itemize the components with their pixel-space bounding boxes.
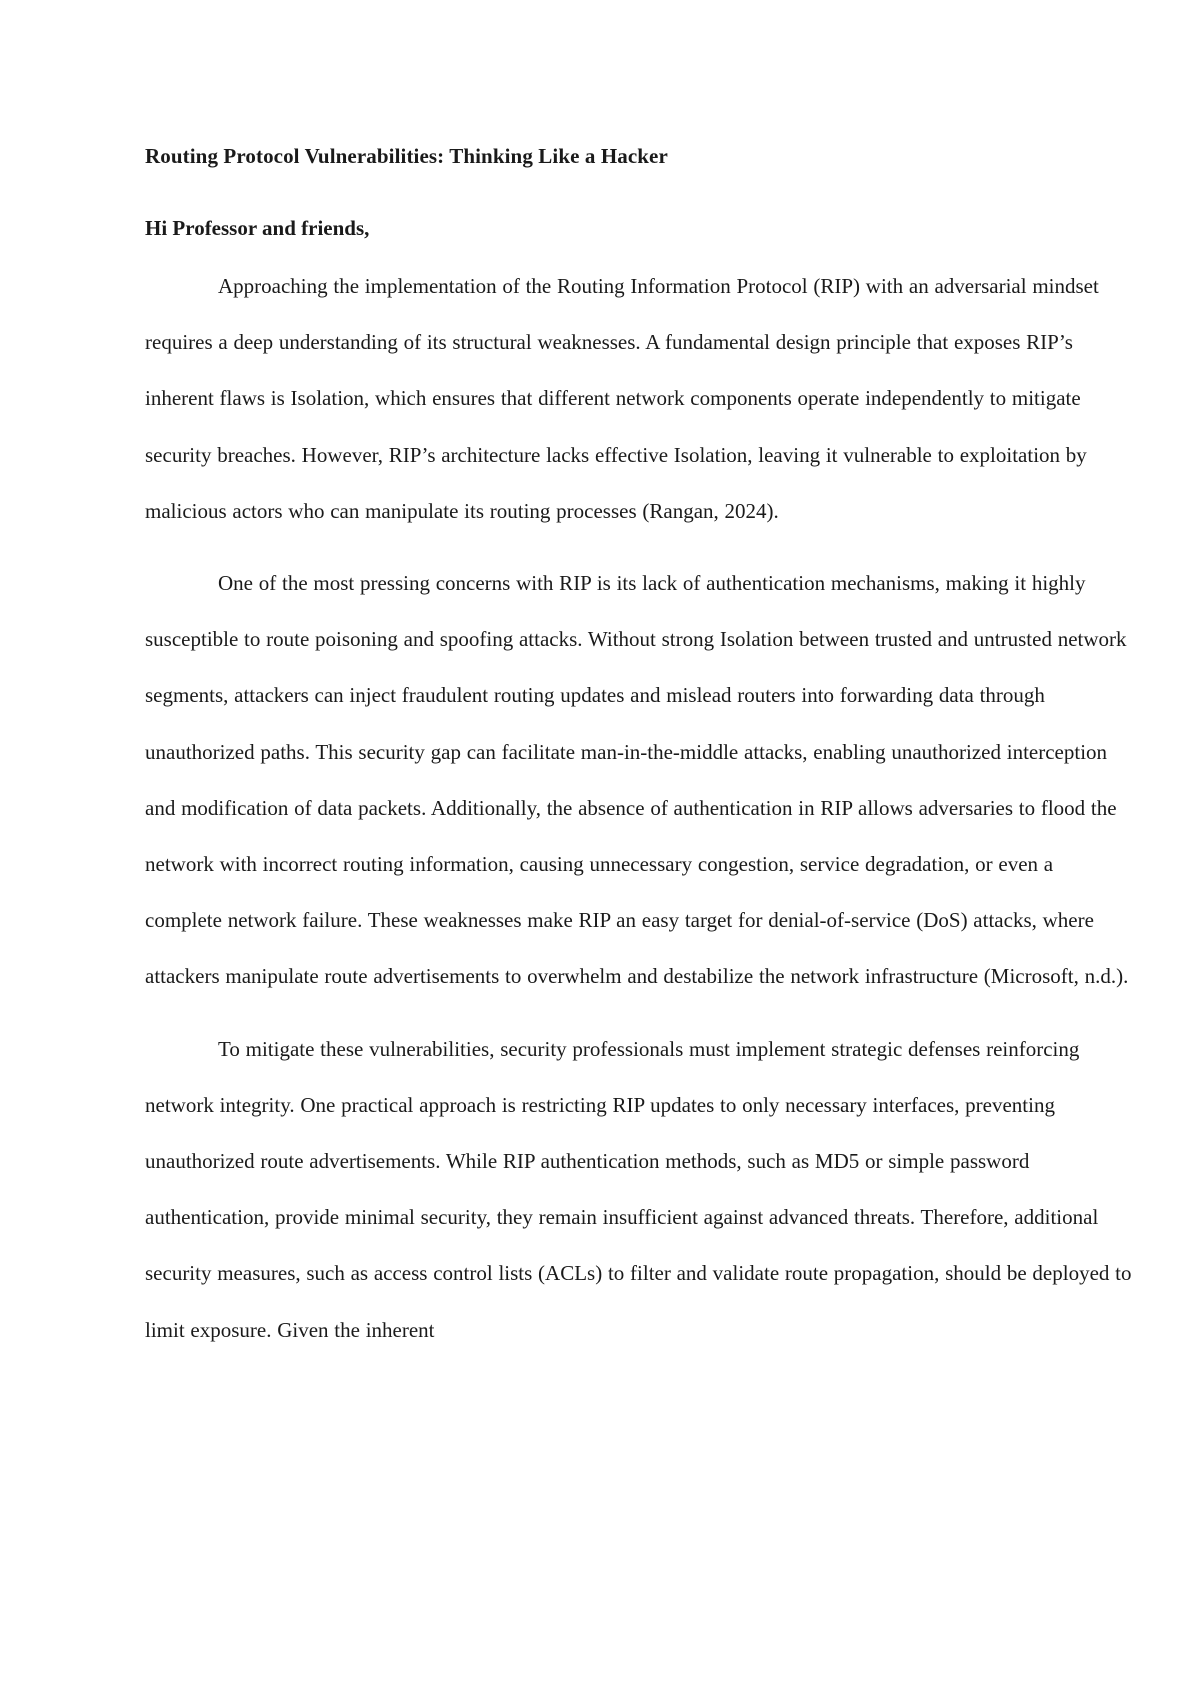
document-title: Routing Protocol Vulnerabilities: Thinking Like a Hacker <box>145 144 668 168</box>
paragraph-authentication: One of the most pressing concerns with RIP is its lack of authentication mechanisms, making it highly susceptible to route poisoning and spoofing attacks. Without strong Isolation between trusted and untrusted network segments, attackers can inject fraudulent routing updates and mislead routers into forwarding data through unauthorized paths. This security gap can facilitate man-in-the-middle attacks, enabling unauthorized interception and modification of data packets. Additionally, the absence of authentication in RIP allows adversaries to flood the network with incorrect routing information, causing unnecessary congestion, service degradation, or even a complete network failure. These weaknesses make RIP an easy target for denial-of-service (DoS) attacks, where attackers manipulate route advertisements to overwhelm and destabilize the network infrastructure (Microsoft, n.d.). <box>145 571 1129 989</box>
paragraph-mitigation: To mitigate these vulnerabilities, security professionals must implement strategic defenses reinforcing network integrity. One practical approach is restricting RIP updates to only necessary interfaces, preventing unauthorized route advertisements. While RIP authentication methods, such as MD5 or simple password authentication, provide minimal security, they remain insufficient against advanced threats. Therefore, additional security measures, such as access control lists (ACLs) to filter and validate route propagation, should be deployed to limit exposure. Given the inherent <box>145 1036 1132 1342</box>
paragraph-isolation: Approaching the implementation of the Routing Information Protocol (RIP) with an adversarial mindset requires a deep understanding of its structural weaknesses. A fundamental design principle that exposes RIP’s inherent flaws is Isolation, which ensures that different network components operate independently to mitigate security breaches. However, RIP’s architecture lacks effective Isolation, leaving it vulnerable to exploitation by malicious actors who can manipulate its routing processes (Rangan, 2024). <box>145 274 1099 523</box>
greeting: Hi Professor and friends, <box>145 216 370 240</box>
document-body <box>145 142 1135 1358</box>
